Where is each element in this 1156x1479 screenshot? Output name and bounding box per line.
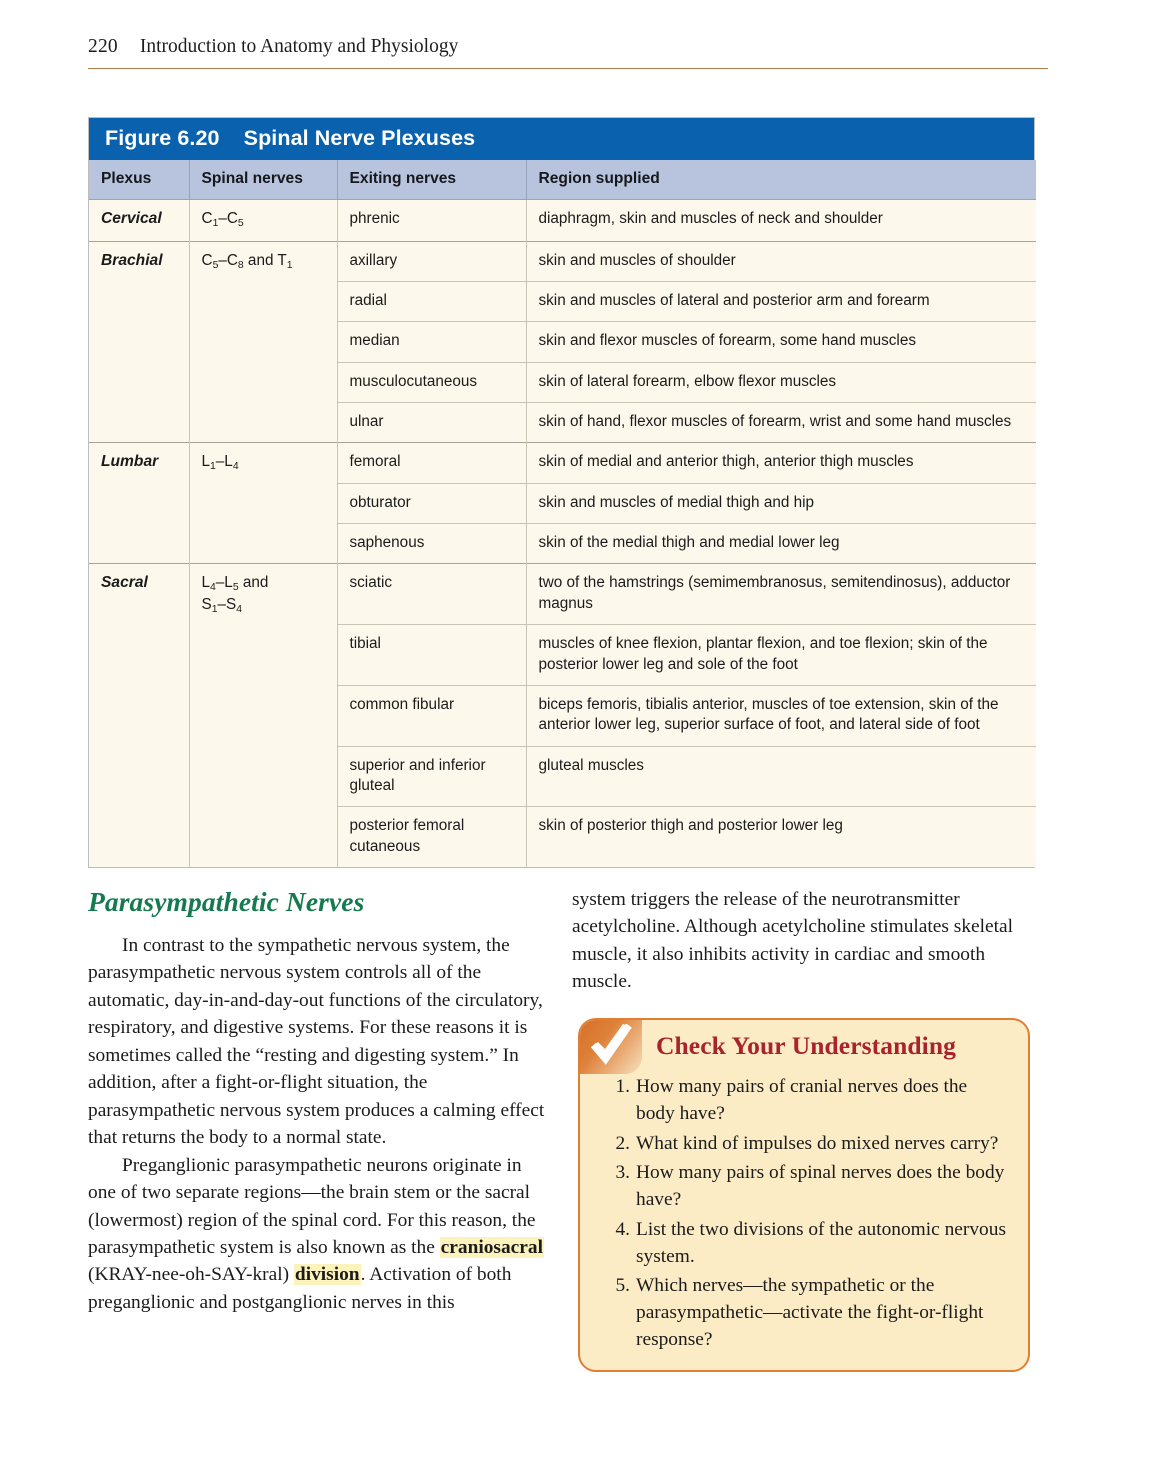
cell-region-supplied: muscles of knee flexion, plantar flexion, and toe flexion; skin of the posterior lower leg and sole of the foot [526,625,1036,686]
column-header-region-supplied: Region supplied [526,160,1036,200]
cell-region-supplied: skin of lateral forearm, elbow flexor muscles [526,362,1036,402]
cyu-question: What kind of impulses do mixed nerves carry? [636,1132,999,1154]
cell-region-supplied: skin and muscles of shoulder [526,241,1036,281]
cyu-question: How many pairs of spinal nerves does the body have? [636,1162,1005,1211]
plexus-table [89,160,1036,867]
cell-exiting-nerve: common fibular [337,685,526,746]
figure-table [88,117,1035,868]
cyu-title: Check Your Understanding [656,1031,956,1060]
key-term-division: division [294,1264,360,1286]
paragraph-2-continued: system triggers the release of the neurotransmitter acetylcholine. Although acetylcholine stimulates skeletal muscle, it also inhibits activity in cardiac and smooth muscle. [572,889,1014,993]
page-number: 220 [88,36,118,57]
cell-region-supplied: skin of hand, flexor muscles of forearm, wrist and some hand muscles [526,403,1036,443]
cell-region-supplied: skin of the medial thigh and medial lower leg [526,524,1036,564]
table-header-row [89,160,1036,200]
header-rule [88,68,1048,69]
cell-plexus: Lumbar [89,443,189,564]
column-header-spinal-nerves: Spinal nerves [189,160,337,200]
key-term-craniosacral: craniosacral [440,1236,543,1258]
cell-exiting-nerve: ulnar [337,403,526,443]
checkmark-icon [590,1024,632,1068]
column-header-exiting-nerves: Exiting nerves [337,160,526,200]
paragraph-2-part-1: Preganglionic parasympathetic neurons originate in one of two separate regions—the brain stem or the sacral (lowermost) region of the spinal cord. For this reason, the parasympathetic system is also known as the [88,1154,536,1258]
cell-exiting-nerve: sciatic [337,564,526,625]
cell-exiting-nerve: phrenic [337,200,526,242]
cell-exiting-nerve: obturator [337,483,526,523]
column-header-plexus: Plexus [89,160,189,200]
paragraph-2-part-3: . Activation of both preganglionic and postganglionic nerves in this [88,1264,512,1313]
check-your-understanding-box [578,1018,1030,1372]
cell-exiting-nerve: axillary [337,241,526,281]
cyu-question-list [580,1074,1028,1354]
cell-plexus: Brachial [89,241,189,443]
cell-region-supplied: skin of posterior thigh and posterior lower leg [526,807,1036,867]
paragraph-2-part-2: (KRAY-nee-oh-SAY-kral) [88,1264,294,1286]
cell-exiting-nerve: saphenous [337,524,526,564]
cell-plexus: Cervical [89,200,189,242]
left-text-column [88,886,546,1316]
cell-region-supplied: gluteal muscles [526,746,1036,807]
figure-title-bar [89,118,1034,160]
figure-title: Spinal Nerve Plexuses [243,126,476,150]
cell-plexus: Sacral [89,564,189,867]
cyu-question: List the two divisions of the autonomic nervous system. [636,1218,1006,1267]
cyu-question: Which nerves—the sympathetic or the parasympathetic—activate the fight-or-flight response? [636,1275,984,1350]
table-row [89,564,1036,625]
cell-region-supplied: skin and muscles of lateral and posterior arm and forearm [526,282,1036,322]
cell-exiting-nerve: femoral [337,443,526,483]
cell-exiting-nerve: tibial [337,625,526,686]
running-head [88,36,1048,66]
book-title: Introduction to Anatomy and Physiology [139,36,459,57]
cell-region-supplied: diaphragm, skin and muscles of neck and shoulder [526,200,1036,242]
cell-region-supplied: biceps femoris, tibialis anterior, muscles of toe extension, skin of the anterior lower leg, superior surface of foot, and lateral side of foot [526,685,1036,746]
cell-spinal-nerves: $C_1-C_5$ [189,200,337,242]
table-row [89,241,1036,281]
section-heading: Parasympathetic Nerves [88,886,365,917]
figure-label: Figure 6.20 [105,126,220,150]
cell-exiting-nerve: radial [337,282,526,322]
table-row [89,200,1036,242]
cell-region-supplied: two of the hamstrings (semimembranosus, semitendinosus), adductor magnus [526,564,1036,625]
cell-exiting-nerve: posterior femoral cutaneous [337,807,526,867]
cell-region-supplied: skin and muscles of medial thigh and hip [526,483,1036,523]
cell-exiting-nerve: superior and inferior gluteal [337,746,526,807]
right-text-column [572,886,1034,996]
cell-spinal-nerves: $L_1-L_4$ [189,443,337,564]
cell-spinal-nerves: $C_5-C_8$ and $T_1$ [189,241,337,443]
paragraph-1: In contrast to the sympathetic nervous system, the parasympathetic nervous system controls all of the automatic, day-in-and-day-out functions of the circulatory, respiratory, and digestive systems. For these reasons it is sometimes called the “resting and digesting system.” In addition, after a fight-or-flight situation, the parasympathetic nervous system produces a calming effect that returns the body to a normal state. [88,935,545,1149]
cyu-question: How many pairs of cranial nerves does the body have? [636,1076,968,1124]
cell-region-supplied: skin of medial and anterior thigh, anterior thigh muscles [526,443,1036,483]
cell-region-supplied: skin and flexor muscles of forearm, some hand muscles [526,322,1036,362]
paragraph-2 [88,1152,546,1317]
cell-spinal-nerves: $L_4-L_5$ and $S_1-S_4$ [189,564,337,867]
cyu-header [580,1020,1028,1072]
cell-exiting-nerve: musculocutaneous [337,362,526,402]
table-row [89,443,1036,483]
cell-exiting-nerve: median [337,322,526,362]
